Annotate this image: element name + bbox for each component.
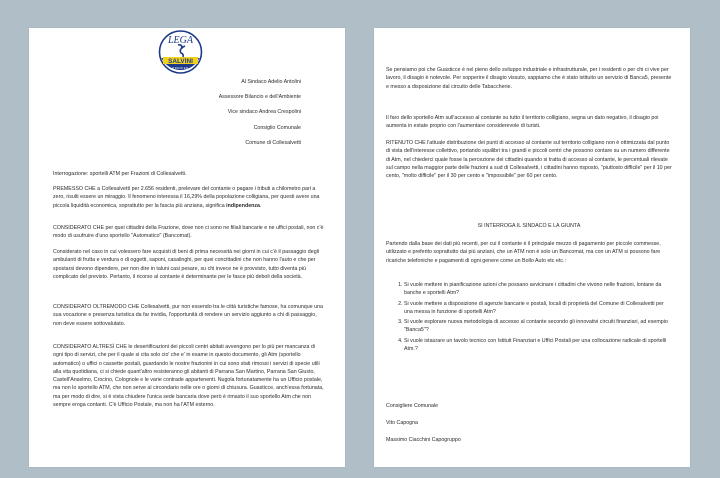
bold-keyword: indipendenza: [226, 202, 260, 209]
questions-list: [386, 281, 672, 355]
question-item: 4. Si vuole istaurare un tavolo tecnico con Istituti Finanziari e Uffici Postali per una collocazione radicale di sportelli Atm.?: [404, 337, 672, 354]
question-item: 2. Si vuole mettere a disposizione di agenzie bancarie e postali, locali di proprietà del Comune di Collesalvetti per una messa in funzione di sportelli Atm?: [404, 300, 672, 317]
svg-text:PREMIER: PREMIER: [172, 67, 189, 70]
signature-line: Massimo Ciacchini Capogruppo: [386, 437, 461, 443]
question-item: 1. Si vuole mettere in pianificazione azioni che possano avvicinare i cittadini che vivono nelle frazioni, lontane da banche e sportelli Atm?: [404, 281, 672, 298]
recipient-line: Assessore Bilancio e dell'Ambiente: [218, 94, 301, 100]
signature-line: Consigliere Comunale: [386, 403, 439, 409]
considerato-paragraph: Considerato nel caso in cui volessero fare acquisti di beni di prima necessità nei giorni in cui c'è il passaggio degli ambulanti di frutta e verdura o di oggetti, saponi, casalinghi, per quei concittadini che non hanno l'auto e che per spostarsi devono dipendere, per non dire in taluni casi pesare, su chi invece ne è provvisto, tutto diventa più complicato del previsto. Pertanto, il ricorso al contante è determinante per le fasce più deboli della società.: [53, 249, 320, 280]
question-item: 3. Si vuole esplorare nuova metodologia di accesso al contante secondo gli innovativi circuiti finanziari, ad esempio "Banca5"?: [404, 318, 672, 335]
subject-line: Interrogazione: sportelli ATM per Frazioni di Collesalvetti.: [53, 171, 187, 177]
considerato-paragraph: CONSIDERATO OLTREMODO CHE Collesalvetti, pur non essendo tra le città turistiche famose, ha comunque una sua vocazione e presenza turistica da far invidia, l'opportunità di rendere un servizio aggiunto a chi di passaggio, non deve essere sottovalutato.: [53, 304, 323, 327]
recipient-line: Vice sindaco Andrea Crespolini: [227, 109, 301, 115]
premesso-paragraph: PREMESSO CHE a Collesalvetti per 2.656 residenti, prelevare del contante o pagare i tributi a chilometro pari a zero, risulti essere un miraggio. Il fenomeno interessa il 16,29% della popolazione colligiana, per questi avere una piccola liquidità economica, soprattutto per la fascia più anziana, significa indipendenza.: [53, 186, 320, 209]
body-paragraph: Partendo dalla base dei dati più recenti, per cui il contante è il principale mezzo di pagamento per piccole commesse, utilizzato e preferito soprattutto dai più anziani, che un ATM non è solo un Bancomat, ma con un ATM si possono fare ricariche telefoniche e pagamenti di ogni genere come un Bollo Auto etc etc.:: [386, 241, 661, 264]
recipient-line: Consiglio Comunale: [253, 125, 301, 131]
recipient-line: Al Sindaco Adelio Antolini: [241, 79, 301, 85]
considerato-paragraph: CONSIDERATO ALTRESÌ CHE le desertificazioni dei piccoli centri abitati avvengono per lo più per mancanza di ogni tipo di servizi, che per il quale si cita solo cio' che e' in esame in questo documento, gli Atm (sportello automatico) o uffici o cassette postali, guardando le nostre frazionini in cui sono stati rimossi i servizi di specie utili alla vita quotidiana, ci si chiede quant'altro resisteranno gli abitanti di Parrana San Martino, Parrana San Giusto, Castell'Anselmo, Crocino, Colognole e le varie contrade appartenenti. Nugola fortunatamente ha un Ufficio postale, ma non lo sportello ATM, che non serve al circondario nelle ore o giorni di chiusura. Guasticce, anch'essa fortunata, ma per modo di dire, si è vista chiudere l'unica sede bancaria dove però è rimasto il suo sportello Atm che non sempre eroga contanti. C'è Ufficio Postale, ma non ha l'ATM esterno.: [53, 344, 324, 409]
svg-text:LEGA: LEGA: [168, 35, 193, 46]
document-page-2: [374, 28, 690, 467]
signature-line: Vito Capogna: [386, 420, 419, 426]
body-paragraph: Il faro dello sportello Atm sull'accesso al contante su tutto il territorio colligiano, segna un dato negativo, il disagio poi aumenta in estate proprio con l'aumentare considerevole di turisti.: [386, 115, 659, 130]
considerato-paragraph: CONSIDERATO CHE per quei cittadini della Frazione, dove non ci sono ne filiali bancarie e ne uffici postali, non c'è modo di usufruire d'uno sportello "Automatico" (Bancomat).: [53, 225, 324, 240]
lega-salvini-logo: [158, 28, 203, 76]
svg-text:SALVINI: SALVINI: [168, 58, 193, 65]
section-heading: SI INTERROGA IL SINDACO E LA GIUNTA: [477, 223, 581, 229]
body-paragraph: Se pensiamo poi che Guasticce è nel pieno dello sviluppo industriale e infrastrutturale, per i residenti o per chi ci vive per lavoro, il disagio è notevole. Per sopperire il disagio vissuto, sappiamo che è stato istituito un servizio di Banca5, presente e messo a disposizione dal circuito delle Tabaccherie.: [386, 67, 672, 90]
ritenuto-paragraph: RITENUTO CHE l'attuale distribuzione dei punti di accesso al contante sul territorio colligiano non è ottimizzata dal punto di vista dell'interesse collettivo, portando squilibri tra i grandi e piccoli centri che possono contare su un numero differente di Atm, nel chiederci quale fosse la percezione dei cittadini quando si tratta di accesso al contante, le percentuali rilevate sul campo nella maggior parte delle frazioni a sud di Collesalvetti, i cittadini hanno risposto, "piuttosto difficile" per il 10 per cento, "molto difficile" per il 30 per cento e "impossibile" per 60 per cento.: [386, 140, 672, 180]
document-page-1: [29, 28, 345, 467]
recipient-line: Comune di Collesalvetti: [245, 140, 301, 146]
